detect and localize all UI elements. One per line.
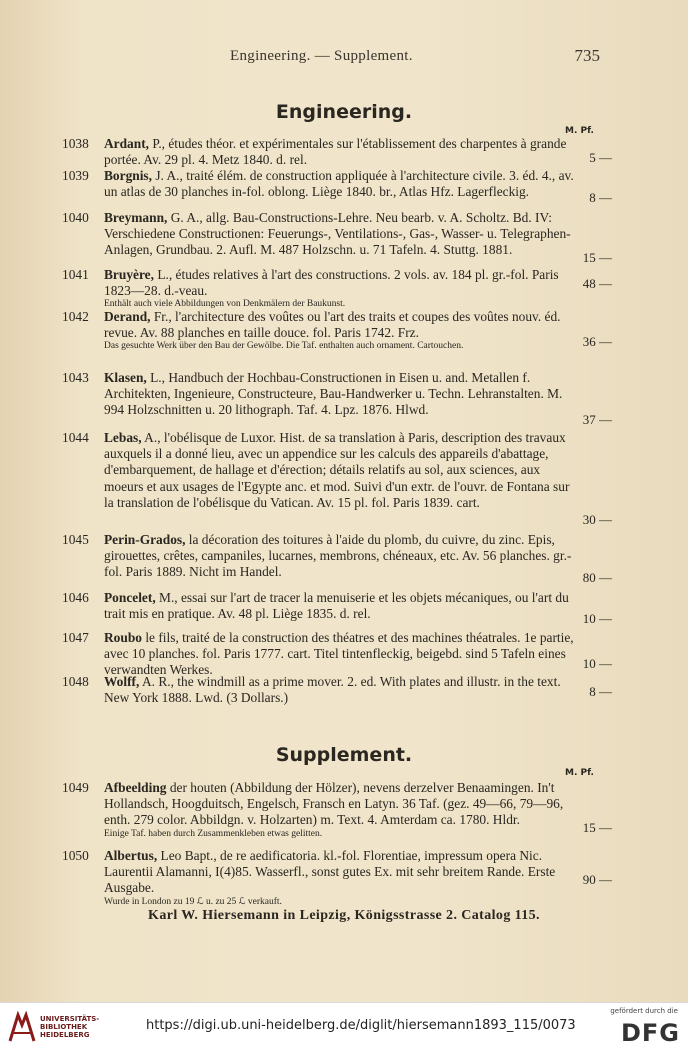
catalog-entry <box>62 168 582 200</box>
entry-author: Afbeelding <box>104 780 167 795</box>
entry-number: 1046 <box>62 590 89 605</box>
entry-price: 30 — <box>582 512 612 527</box>
entry-text: Afbeelding der houten (Abbildung der Hölzer), nevens derzelver Benaamingen. In't Hollandsch, Hoogduitsch, Engelsch, Fransch en Latyn. 36 Taf. (gez. 49—66, 79—96, enth. 279 color. Abbildgn. v. Holzarten) m. Text. 4. Amterdam ca. 1780. Hldr. Einige Taf. haben durch Zusammenkleben etwas gelitten. <box>104 780 582 840</box>
entry-price: 48 — <box>582 276 612 291</box>
catalog-entry <box>62 267 582 310</box>
price-column-header: M. Pf. <box>565 768 594 778</box>
entry-number: 1044 <box>62 430 89 445</box>
entry-text: Ardant, P., études théor. et expérimentales sur l'établissement des charpentes à grande portée. Av. 29 pl. 4. Metz 1840. d. rel. <box>104 136 567 168</box>
entry-price: 15 — <box>582 820 612 835</box>
entry-note: Wurde in London zu 19 ℒ u. zu 25 ℒ verkauft. <box>104 896 282 907</box>
entry-price: 80 — <box>582 570 612 585</box>
entry-number: 1049 <box>62 780 89 795</box>
entry-price: 8 — <box>589 190 612 205</box>
entry-author: Lebas, <box>104 430 142 445</box>
entry-author: Breymann, <box>104 210 168 225</box>
entry-number: 1041 <box>62 267 89 282</box>
entry-number: 1048 <box>62 674 89 689</box>
price-column-header: M. Pf. <box>565 126 594 136</box>
entry-note: Einige Taf. haben durch Zusammenkleben etwas gelitten. <box>104 828 323 839</box>
entry-author: Ardant, <box>104 136 150 151</box>
catalog-entry <box>62 210 582 259</box>
running-title: Engineering. — Supplement. <box>230 48 413 64</box>
catalog-footer: Karl W. Hiersemann in Leipzig, Königsstrasse 2. Catalog 115. <box>148 908 540 923</box>
entry-text: Klasen, L., Handbuch der Hochbau-Constructionen in Eisen u. and. Metallen f. Architekten, Ingenieure, Constructeure, Bau-Handwerker u. Techn. Lehranstalten. M. 994 Holzschnitten u. 20 lithograph. Taf. 4. Lpz. 1876. Hlwd. <box>104 370 563 418</box>
running-head <box>0 46 688 70</box>
permalink-url[interactable]: https://digi.ub.uni-heidelberg.de/diglit/hiersemann1893_115/0073 <box>146 1018 576 1033</box>
entry-price: 5 — <box>589 150 612 165</box>
entry-text: Derand, Fr., l'architecture des voûtes ou l'art des traits et coupes des voûtes nouv. éd. revue. Av. 88 planches en taille douce. fol. Paris 1742. Frz. Das gesuchte Werk über den Bau der Gewölbe. Die Taf. enthalten auch ornament. Cartouchen. <box>104 309 582 352</box>
funded-by-label: gefördert durch die <box>610 1007 678 1015</box>
viewer-footer-bar <box>0 1002 688 1052</box>
entry-author: Albertus, <box>104 848 158 863</box>
entry-text: Breymann, G. A., allg. Bau-Constructions-Lehre. Neu bearb. v. A. Scholtz. Bd. IV: Verschiedene Constructionen: Feuerungs-, Ventilations-, Gas-, Wasser- u. Telegraphen-Anlagen, Grundbau. 2. Aufl. M. 487 Holzschn. u. 71 Tafeln. 4. Stuttg. 1881. <box>104 210 571 258</box>
section-title-engineering: Engineering. <box>275 101 413 123</box>
catalog-entry <box>62 309 582 352</box>
entry-text: Bruyère, L., études relatives à l'art des constructions. 2 vols. av. 184 pl. gr.-fol. Paris 1823—28. d.-veau. Enthält auch viele Abbildungen von Denkmälern der Baukunst. <box>104 267 582 310</box>
entry-number: 1039 <box>62 168 89 183</box>
entry-note: Enthält auch viele Abbildungen von Denkmälern der Baukunst. <box>104 299 346 310</box>
catalog-entry <box>62 532 582 581</box>
entry-number: 1045 <box>62 532 89 547</box>
entry-price: 36 — <box>582 334 612 349</box>
section-title-supplement: Supplement. <box>275 744 413 766</box>
entry-text: Roubo le fils, traité de la construction des théatres et des machines théatrales. 1e partie, avec 10 planches. fol. Paris 1777. cart. Titel tintenfleckig, beigebd. sind 5 Tafeln eines verwandten Werkes. <box>104 630 574 678</box>
entry-number: 1042 <box>62 309 89 324</box>
entry-note: Das gesuchte Werk über den Bau der Gewölbe. Die Taf. enthalten auch ornament. Cartouchen. <box>104 341 464 352</box>
entry-number: 1040 <box>62 210 89 225</box>
entry-price: 10 — <box>582 611 612 626</box>
entry-price: 10 — <box>582 656 612 671</box>
catalog-entry <box>62 370 582 419</box>
catalog-entry <box>62 430 582 511</box>
entry-author: Bruyère, <box>104 267 154 282</box>
entry-text: Albertus, Leo Bapt., de re aedificatoria. kl.-fol. Florentiae, impressum opera Nic. Laurentii Alamanni, I(4)85. Wasserfl., sonst gutes Ex. mit sehr breitem Rande. Erste Ausgabe. Wurde in London zu 19 ℒ u. zu 25 ℒ verkauft. <box>104 848 582 908</box>
university-logo-icon <box>8 1011 36 1045</box>
catalog-entry <box>62 848 582 908</box>
entry-price: 37 — <box>582 412 612 427</box>
entry-price: 15 — <box>582 250 612 265</box>
entry-text: Poncelet, M., essai sur l'art de tracer la menuiserie et les objets mécaniques, ou l'art du trait mis en pratique. Av. 48 pl. Liège 1835. d. rel. <box>104 590 569 622</box>
entry-number: 1038 <box>62 136 89 151</box>
entry-author: Perin-Grados, <box>104 532 186 547</box>
page-number: 735 <box>574 46 600 65</box>
catalog-entry <box>62 136 582 168</box>
entry-text: Perin-Grados, la décoration des toitures à l'aide du plomb, du cuivre, du zinc. Epis, girouettes, crêtes, campaniles, lucarnes, membrons, chéneaux, etc. Av. 56 planches. gr.-fol. Paris 1889. Nicht im Handel. <box>104 532 572 580</box>
entry-text: Lebas, A., l'obélisque de Luxor. Hist. de sa translation à Paris, description des travaux auxquels il a donné lieu, avec un appendice sur les calculs des appareils d'abattage, d'embarquement, de hallage et d'érection; détails relatifs au sol, aux sciences, aux moeurs et aux usages de l'Egypte anc. et mod. Suivi d'un extr. de l'ouvr. de Fontana sur la translation de l'obélisque du Vatican. Av. 15 pl. fol. Paris 1839. cart. <box>104 430 570 510</box>
entry-price: 8 — <box>589 684 612 699</box>
entry-author: Roubo <box>104 630 142 645</box>
entry-number: 1043 <box>62 370 89 385</box>
entry-author: Derand, <box>104 309 151 324</box>
catalog-entry <box>62 674 582 706</box>
dfg-logo: DFG <box>620 1019 680 1047</box>
entry-author: Borgnis, <box>104 168 152 183</box>
catalog-entry <box>62 780 582 840</box>
entry-text: Wolff, A. R., the windmill as a prime mover. 2. ed. With plates and illustr. in the text. New York 1888. Lwd. (3 Dollars.) <box>104 674 561 706</box>
entry-price: 90 — <box>582 872 612 887</box>
entry-author: Klasen, <box>104 370 147 385</box>
entry-number: 1050 <box>62 848 89 863</box>
catalog-entry <box>62 630 582 679</box>
entry-number: 1047 <box>62 630 89 645</box>
institution-name: UNIVERSITÄTS- BIBLIOTHEK HEIDELBERG <box>40 1015 100 1039</box>
catalog-entry <box>62 590 582 622</box>
entry-author: Wolff, <box>104 674 140 689</box>
entry-author: Poncelet, <box>104 590 156 605</box>
entry-text: Borgnis, J. A., traité élém. de construction appliquée à l'architecture civile. 3. éd. 4., av. un atlas de 30 planches in-fol. oblong. Liège 1840. br., Atlas Hfz. Lagerfleckig. <box>104 168 574 200</box>
